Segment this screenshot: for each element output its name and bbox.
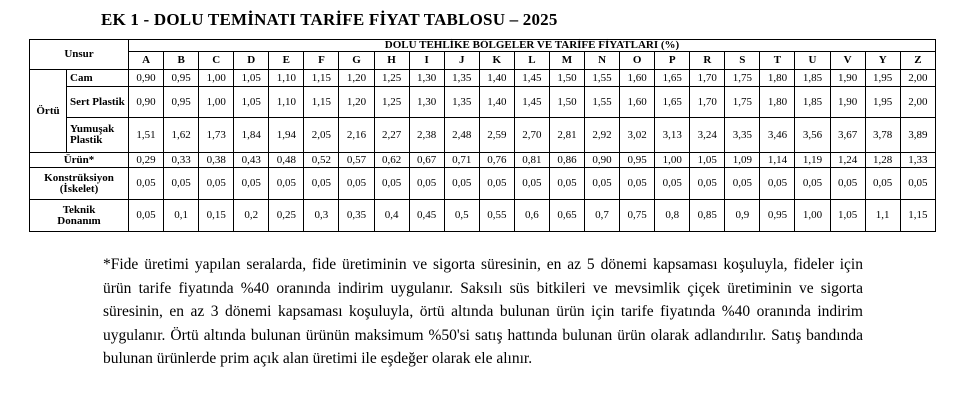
zone-header: I [409,52,444,70]
zone-header: F [304,52,339,70]
table-cell: 2,00 [900,70,935,87]
table-cell: 0,48 [269,153,304,168]
zone-header: N [585,52,620,70]
table-cell: 0,05 [269,168,304,200]
zone-header: R [690,52,725,70]
table-cell: 0,67 [409,153,444,168]
table-cell: 1,25 [374,87,409,118]
table-cell: 0,05 [129,168,164,200]
zone-header: D [234,52,269,70]
table-cell: 3,13 [655,118,690,153]
table-cell: 1,05 [234,87,269,118]
table-cell: 0,52 [304,153,339,168]
table-cell: 1,05 [830,200,865,232]
table-cell: 0,76 [479,153,514,168]
row-label: Konstrüksiyon (İskelet) [30,168,129,200]
table-cell: 0,65 [549,200,584,232]
table-cell: 1,00 [795,200,830,232]
table-cell: 1,95 [865,87,900,118]
table-cell: 1,15 [304,87,339,118]
table-cell: 3,24 [690,118,725,153]
table-cell: 0,90 [129,70,164,87]
table-cell: 1,45 [514,87,549,118]
table-cell: 0,05 [129,200,164,232]
table-cell: 0,1 [164,200,199,232]
table-cell: 1,95 [865,70,900,87]
table-cell: 1,35 [444,87,479,118]
table-cell: 1,15 [900,200,935,232]
table-cell: 0,25 [269,200,304,232]
table-cell: 0,86 [549,153,584,168]
table-cell: 3,46 [760,118,795,153]
table-cell: 1,20 [339,87,374,118]
zone-header: M [549,52,584,70]
header-row [30,40,936,52]
table-cell: 0,05 [585,168,620,200]
table-cell: 2,00 [900,87,935,118]
table-cell: 2,38 [409,118,444,153]
table-cell: 3,02 [620,118,655,153]
zone-header: S [725,52,760,70]
table-cell: 0,95 [164,70,199,87]
table-cell: 0,95 [164,87,199,118]
table-cell: 1,09 [725,153,760,168]
table-cell: 1,30 [409,87,444,118]
table-cell: 0,05 [409,168,444,200]
table-cell: 0,38 [199,153,234,168]
table-cell: 2,59 [479,118,514,153]
row-label: Sert Plastik [67,87,129,118]
table-cell: 0,15 [199,200,234,232]
zone-header: E [269,52,304,70]
table-row [30,118,936,153]
table-cell: 0,85 [690,200,725,232]
table-cell: 2,16 [339,118,374,153]
table-cell: 1,40 [479,70,514,87]
zone-header: L [514,52,549,70]
table-cell: 0,95 [620,153,655,168]
table-cell: 1,05 [234,70,269,87]
table-cell: 0,5 [444,200,479,232]
unsur-header: Unsur [30,40,129,70]
table-cell: 0,8 [655,200,690,232]
zone-header: O [620,52,655,70]
table-cell: 2,81 [549,118,584,153]
table-cell: 1,80 [760,70,795,87]
table-cell: 0,35 [339,200,374,232]
zone-header: V [830,52,865,70]
table-cell: 2,92 [585,118,620,153]
table-cell: 0,05 [549,168,584,200]
table-cell: 1,85 [795,70,830,87]
table-cell: 0,7 [585,200,620,232]
table-cell: 1,45 [514,70,549,87]
table-cell: 0,6 [514,200,549,232]
table-cell: 0,05 [479,168,514,200]
table-cell: 0,05 [760,168,795,200]
table-cell: 1,80 [760,87,795,118]
table-cell: 0,05 [199,168,234,200]
table-cell: 1,60 [620,70,655,87]
table-cell: 0,05 [900,168,935,200]
zone-header: K [479,52,514,70]
table-cell: 0,05 [865,168,900,200]
table-cell: 0,33 [164,153,199,168]
zone-group-header: DOLU TEHLİKE BÖLGELER VE TARİFE FİYATLARI (%) [129,40,936,52]
table-cell: 3,89 [900,118,935,153]
table-cell: 0,05 [339,168,374,200]
zone-header: C [199,52,234,70]
row-label: Cam [67,70,129,87]
table-cell: 1,10 [269,70,304,87]
table-cell: 1,40 [479,87,514,118]
table-cell: 1,00 [655,153,690,168]
ortu-group-label: Örtü [30,70,67,153]
zone-header: J [444,52,479,70]
table-cell: 0,05 [514,168,549,200]
table-cell: 1,84 [234,118,269,153]
table-cell: 1,50 [549,87,584,118]
tariff-table [29,39,936,232]
table-cell: 3,56 [795,118,830,153]
table-cell: 0,75 [620,200,655,232]
table-cell: 0,05 [164,168,199,200]
table-cell: 3,35 [725,118,760,153]
table-row [30,70,936,87]
table-cell: 0,95 [760,200,795,232]
table-cell: 1,20 [339,70,374,87]
table-cell: 1,14 [760,153,795,168]
row-label: Yumuşak Plastik [67,118,129,153]
table-cell: 0,05 [374,168,409,200]
table-cell: 0,05 [620,168,655,200]
zone-header: A [129,52,164,70]
zone-header: G [339,52,374,70]
table-cell: 1,10 [269,87,304,118]
table-cell: 0,05 [444,168,479,200]
table-cell: 1,00 [199,87,234,118]
table-cell: 1,30 [409,70,444,87]
table-cell: 0,05 [725,168,760,200]
table-cell: 0,90 [585,153,620,168]
zone-letters-row [30,52,936,70]
table-cell: 0,05 [304,168,339,200]
table-row [30,153,936,168]
table-cell: 1,75 [725,70,760,87]
table-cell: 0,05 [690,168,725,200]
table-cell: 1,55 [585,87,620,118]
table-cell: 0,05 [234,168,269,200]
table-cell: 1,85 [795,87,830,118]
table-cell: 0,62 [374,153,409,168]
table-cell: 0,45 [409,200,444,232]
table-cell: 1,24 [830,153,865,168]
table-cell: 0,2 [234,200,269,232]
table-cell: 0,81 [514,153,549,168]
table-cell: 0,43 [234,153,269,168]
page-title: EK 1 - DOLU TEMİNATI TARİFE FİYAT TABLOSU – 2025 [101,10,558,29]
table-cell: 2,27 [374,118,409,153]
table-cell: 1,70 [690,70,725,87]
table-cell: 2,05 [304,118,339,153]
zone-header: Z [900,52,935,70]
footnote: *Fide üretimi yapılan seralarda, fide üretiminin ve sigorta süresinin, en az 5 dönemi kapsaması koşuluyla, fideler için ürün tarife fiyatında %40 oranında indirim uygulanır. Saksılı süs bitkileri ve mevsimlik çiçek üretiminin ve sigorta süresinin, en az 3 dönemi kapsaması koşuluyla, örtü altında bulunan ürün için tarife fiyatında %40 oranında indirim uygulanır. Örtü altında bulunan ürünün maksimum %50'si satış hattında bulunan ürün olarak adlandırılır. Satış bandında bulunan ürünlerde prim açık alan üretimi ile eşdeğer olarak ele alınır. [103,256,863,367]
table-cell: 0,57 [339,153,374,168]
table-row [30,200,936,232]
table-cell: 2,70 [514,118,549,153]
zone-header: H [374,52,409,70]
table-cell: 1,15 [304,70,339,87]
table-cell: 1,35 [444,70,479,87]
table-cell: 1,25 [374,70,409,87]
table-cell: 0,29 [129,153,164,168]
table-cell: 1,51 [129,118,164,153]
table-cell: 1,62 [164,118,199,153]
table-cell: 1,19 [795,153,830,168]
table-cell: 2,48 [444,118,479,153]
table-cell: 0,4 [374,200,409,232]
zone-header: Y [865,52,900,70]
table-cell: 1,28 [865,153,900,168]
table-cell: 1,73 [199,118,234,153]
table-cell: 0,9 [725,200,760,232]
table-cell: 1,70 [690,87,725,118]
table-cell: 0,05 [795,168,830,200]
zone-header: P [655,52,690,70]
table-cell: 1,65 [655,70,690,87]
table-cell: 1,1 [865,200,900,232]
table-cell: 0,55 [479,200,514,232]
table-cell: 0,3 [304,200,339,232]
table-cell: 1,60 [620,87,655,118]
zone-header: T [760,52,795,70]
table-cell: 1,50 [549,70,584,87]
table-cell: 0,05 [830,168,865,200]
table-cell: 1,75 [725,87,760,118]
table-cell: 1,05 [690,153,725,168]
row-label: Ürün* [30,153,129,168]
table-row [30,168,936,200]
table-cell: 1,90 [830,70,865,87]
table-cell: 1,55 [585,70,620,87]
table-cell: 1,00 [199,70,234,87]
table-cell: 0,71 [444,153,479,168]
table-cell: 1,33 [900,153,935,168]
table-cell: 1,90 [830,87,865,118]
table-cell: 0,05 [655,168,690,200]
row-label: Teknik Donanım [30,200,129,232]
zone-header: B [164,52,199,70]
table-cell: 3,67 [830,118,865,153]
table-cell: 1,94 [269,118,304,153]
table-cell: 0,90 [129,87,164,118]
zone-header: U [795,52,830,70]
table-cell: 1,65 [655,87,690,118]
table-row [30,87,936,118]
table-cell: 3,78 [865,118,900,153]
